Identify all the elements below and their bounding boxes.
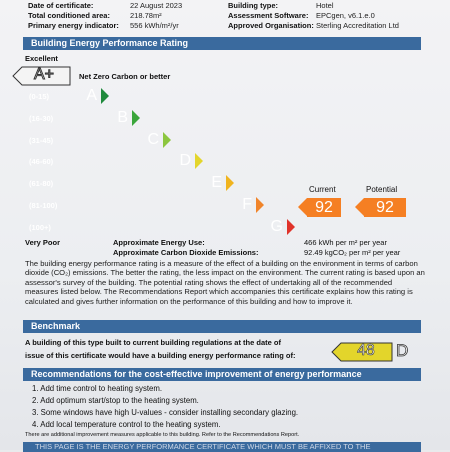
band-range: (100+) — [29, 223, 51, 232]
potential-rating-arrow: 92 — [364, 198, 406, 217]
band-letter: A — [86, 87, 97, 104]
recommendations-footnote: There are additional improvement measures applicable to this building. Refer to the Recommendations Report. — [25, 432, 300, 438]
energy-use-label: Approximate Energy Use: — [113, 238, 205, 247]
band-f — [25, 197, 256, 214]
software-label: Assessment Software: — [228, 11, 309, 20]
area-value: 218.78m² — [130, 11, 162, 20]
very-poor-label: Very Poor — [25, 238, 61, 247]
building-type-label: Building type: — [228, 1, 278, 10]
band-g — [25, 219, 287, 236]
rating-section-title: Building Energy Performance Rating — [23, 37, 421, 50]
recommendation-item: 2. Add optimum start/stop to the heating system. — [32, 396, 199, 405]
potential-label: Potential — [366, 185, 398, 194]
building-type-value: Hotel — [316, 1, 334, 10]
excellent-label: Excellent — [25, 54, 58, 63]
band-letter: C — [147, 131, 159, 148]
band-letter: G — [270, 218, 283, 235]
band-b — [25, 110, 132, 127]
co2-label: Approximate Carbon Dioxide Emissions: — [113, 248, 259, 257]
benchmark-text-line1: A building of this type built to current building regulations at the date of — [25, 338, 281, 347]
current-rating-arrow: 92 — [307, 198, 341, 217]
organisation-label: Approved Organisation: — [228, 21, 314, 30]
aplus-letter: A+ — [34, 66, 55, 83]
band-range: (0-15) — [29, 92, 50, 101]
date-label: Date of certificate: — [28, 1, 94, 10]
band-letter: D — [179, 152, 191, 169]
co2-value: 92.49 kgCO₂ per m² per year — [304, 248, 401, 257]
benchmark-value: 48 — [357, 342, 375, 359]
recommendation-item: 1. Add time control to heating system. — [32, 384, 163, 393]
band-c — [25, 132, 163, 149]
band-letter: E — [211, 174, 222, 191]
date-value: 22 August 2023 — [130, 1, 183, 10]
organisation-value: Sterling Accreditation Ltd — [316, 21, 399, 30]
energy-use-value: 466 kWh per m² per year — [304, 238, 387, 247]
benchmark-section-title: Benchmark — [23, 320, 421, 333]
band-a — [25, 88, 101, 105]
primary-energy-label: Primary energy indicator: — [28, 21, 119, 30]
net-zero-label: Net Zero Carbon or better — [79, 72, 171, 81]
benchmark-text-line2: issue of this certificate would have a building energy performance rating of: — [25, 351, 296, 360]
band-range: (81-100) — [29, 201, 58, 210]
band-d — [25, 153, 195, 170]
benchmark-letter: D — [396, 341, 409, 360]
recommendations-section-title: Recommendations for the cost-effective improvement of energy performance — [23, 368, 421, 381]
current-label: Current — [309, 185, 336, 194]
rating-description: The building energy performance rating is a measure of the effect of a building on the environment in terms of carbon dioxide (CO₂) emissions. The better the rating, the less impact on the environment. The current rating is based upon an assessor's survey of the building. The potential rating shows the effect of undertaking all of the recommended measures listed below. The Recommendations Report which accompanies this certificate explains how this rating is calculated and gives further information on the performance of this building and how to improve it. — [25, 259, 425, 306]
band-range: (46-60) — [29, 157, 54, 166]
primary-energy-value: 556 kWh/m²/yr — [130, 21, 179, 30]
recommendation-item: 3. Some windows have high U-values - consider installing secondary glazing. — [32, 408, 299, 417]
band-range: (31-45) — [29, 136, 54, 145]
band-letter: F — [242, 196, 252, 213]
band-letter: B — [117, 109, 128, 126]
area-label: Total conditioned area: — [28, 11, 110, 20]
band-range: (61-80) — [29, 179, 54, 188]
footer-notice: THIS PAGE IS THE ENERGY PERFORMANCE CERTIFICATE WHICH MUST BE AFFIXED TO THE — [23, 442, 421, 452]
band-range: (16-30) — [29, 114, 54, 123]
recommendation-item: 4. Add local temperature control to the heating system. — [32, 420, 221, 429]
band-e — [25, 175, 226, 192]
software-value: EPCgen, v6.1.e.0 — [316, 11, 375, 20]
